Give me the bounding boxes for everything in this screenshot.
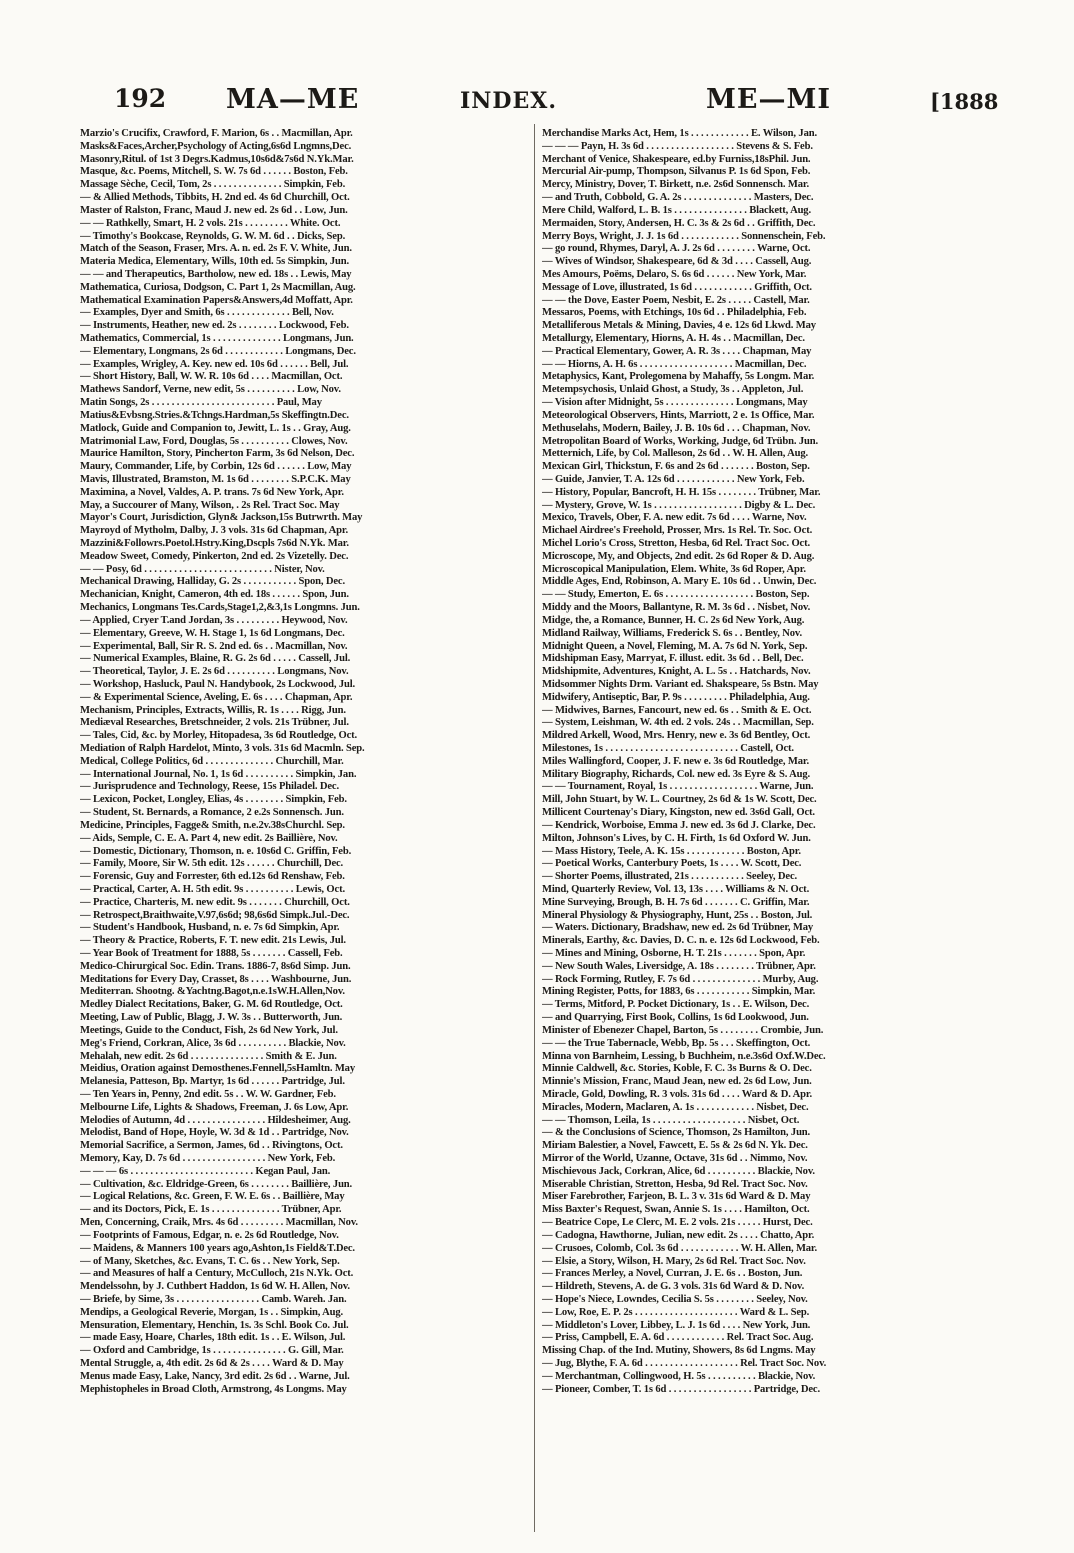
index-entry: Masks&Faces,Archer,Psychology of Acting,6s6d Lngmns,Dec. [80,140,352,152]
index-entry: — Guide, Janvier, T. A. 12s 6d . . . . . . . . . . . . New York, Feb. [542,473,805,485]
index-entry: Metternich, Life, by Col. Malleson, 2s 6d . . W. H. Allen, Aug. [542,448,808,460]
index-entry: — Oxford and Cambridge, 1s . . . . . . . . . . . . . . . G. Gill, Mar. [80,1345,344,1357]
index-entry: — Student's Handbook, Husband, n. e. 7s 6d Simpkin, Apr. [80,922,340,934]
index-entry: Miracles, Modern, Maclaren, A. 1s . . . . . . . . . . . . Nisbet, Dec. [542,1101,809,1113]
index-entry: — Elementary, Greeve, W. H. Stage 1, 1s 6d Longmans, Dec. [80,627,345,639]
index-entry: Messaros, Poems, with Etchings, 10s 6d . . Philadelphia, Feb. [542,307,807,319]
index-entry: — Pioneer, Comber, T. 1s 6d . . . . . . . . . . . . . . . . . Partridge, Dec. [542,1383,820,1395]
index-entry: Miserable Christian, Stretton, Hesba, 9d Rel. Tract Soc. Nov. [542,1178,808,1190]
index-entry: Mine Surveying, Brough, B. H. 7s 6d . . . . . . . C. Griffin, Mar. [542,896,810,908]
index-entry: — Aids, Semple, C. E. A. Part 4, new edit. 2s Baillière, Nov. [80,832,338,844]
index-entry: Masonry,Ritul. of 1st 3 Degrs.Kadmus,10s6d&7s6d N.Yk.Mar. [80,153,354,165]
index-entry: Merry Boys, Wright, J. J. 1s 6d . . . . . . . . . . . . Sonnenschein, Feb. [542,230,826,242]
left-index-column [80,128,528,1528]
index-entry: — Poetical Works, Canterbury Poets, 1s . . . . W. Scott, Dec. [542,858,802,870]
index-entry: Mathematical Examination Papers&Answers,4d Moffatt, Apr. [80,294,353,306]
index-entry: — Wives of Windsor, Shakespeare, 6d & 3d . . . . Cassell, Aug. [542,256,812,268]
index-entry: — — Posy, 6d . . . . . . . . . . . . . . . . . . . . . . . . . . Nister, Nov. [80,563,325,575]
index-entry: — Frances Merley, a Novel, Curran, J. E. 6s . . Boston, Jun. [542,1268,803,1280]
index-entry: — Forensic, Guy and Forrester, 6th ed.12s 6d Renshaw, Feb. [80,871,345,883]
index-entry: Meadow Sweet, Comedy, Pinkerton, 2nd ed. 2s Vizetelly. Dec. [80,550,349,562]
index-entry: Mermaiden, Story, Andersen, H. C. 3s & 2s 6d . . Griffith, Dec. [542,217,816,229]
index-entry: Men, Concerning, Craik, Mrs. 4s 6d . . . . . . . . . Macmillan, Nov. [80,1217,358,1229]
index-entry: Midshipmite, Adventures, Knight, A. L. 5s . . Hatchards, Nov. [542,666,811,678]
index-entry: — Merchantman, Collingwood, H. 5s . . . . . . . . . . Blackie, Nov. [542,1370,816,1382]
index-entry: — Rock Forming, Rutley, F. 7s 6d . . . . . . . . . . . . . . Murby, Aug. [542,973,819,985]
index-entry: Millicent Courtenay's Diary, Kingston, new ed. 3s6d Gall, Oct. [542,807,815,819]
index-entry: Mensuration, Elementary, Henchin, 1s. 3s Schl. Book Co. Jul. [80,1319,349,1331]
index-entry: — Numerical Examples, Blaine, R. G. 2s 6d . . . . . Cassell, Jul. [80,653,351,665]
index-entry: Medicine, Principles, Fagge& Smith, n.e.2v.38sChurchl. Sep. [80,819,345,831]
index-entry: Melbourne Life, Lights & Shadows, Freeman, J. 6s Low, Apr. [80,1101,349,1113]
index-entry: — — the Dove, Easter Poem, Nesbit, E. 2s . . . . . Castell, Mar. [542,294,810,306]
index-entry: Maximina, a Novel, Valdes, A. P. trans. 7s 6d New York, Apr. [80,486,344,498]
index-entry: Maury, Commander, Life, by Corbin, 12s 6d . . . . . . Low, May [80,461,352,473]
page-header [108,84,999,116]
index-entry: Message of Love, illustrated, 1s 6d . . . . . . . . . . . . Griffith, Oct. [542,281,812,293]
index-entry: Mediæval Researches, Bretschneider, 2 vols. 21s Trübner, Jul. [80,717,349,729]
index-entry: Mayor's Court, Jurisdiction, Glyn& Jackson,15s Butrwrth. May [80,512,363,524]
index-entry: — & Experimental Science, Aveling, E. 6s . . . . Chapman, Apr. [80,691,353,703]
index-entry: Mineral Physiology & Physiography, Hunt, 25s . . Boston, Jul. [542,909,813,921]
index-entry: — Vision after Midnight, 5s . . . . . . . . . . . . . . Longmans, May [542,397,808,409]
index-entry: — Elsie, a Story, Wilson, H. Mary, 2s 6d Rel. Tract Soc. Nov. [542,1255,806,1267]
index-entry: Minister of Ebenezer Chapel, Barton, 5s . . . . . . . . Crombie, Jun. [542,1024,824,1036]
index-entry: Missing Chap. of the Ind. Mutiny, Showers, 8s 6d Lngms. May [542,1345,816,1357]
index-entry: — Practical Elementary, Gower, A. R. 3s . . . . Chapman, May [542,345,812,357]
index-entry: Meidius, Oration against Demosthenes.Fennell,5sHamltn. May [80,1063,355,1075]
index-heading: INDEX. [460,88,557,114]
index-entry: — Footprints of Famous, Edgar, n. e. 2s 6d Routledge, Nov. [80,1229,339,1241]
index-entry: — — Rathkelly, Smart, H. 2 vols. 21s . . . . . . . . . White. Oct. [80,217,341,229]
index-entry: — go round, Rhymes, Daryl, A. J. 2s 6d . . . . . . . . Warne, Oct. [542,243,811,255]
index-entry: — History, Popular, Bancroft, H. H. 15s . . . . . . . . Trübner, Mar. [542,486,821,498]
index-entry: — — the True Tabernacle, Webb, Bp. 5s . . . Skeffington, Oct. [542,1037,811,1049]
index-entry: — made Easy, Hoare, Charles, 18th edit. 1s . . E. Wilson, Jul. [80,1332,346,1344]
index-entry: Michel Lorio's Cross, Stretton, Hesba, 6d Rel. Tract Soc. Oct. [542,538,810,549]
index-entry: Mechanism, Principles, Extracts, Willis, R. 1s . . . . Rigg, Jun. [80,704,346,716]
index-entry: Mayroyd of Mytholm, Dalby, J. 3 vols. 31s 6d Chapman, Apr. [80,525,348,537]
index-entry: — Domestic, Dictionary, Thomson, n. e. 10s6d C. Griffin, Feb. [80,845,352,857]
index-entry: Midwifery, Antiseptic, Bar, P. 9s . . . . . . . . . Philadelphia, Aug. [542,691,810,703]
index-entry: — — Thomson, Leila, 1s . . . . . . . . . . . . . . . . . . . Nisbet, Oct. [542,1114,800,1126]
index-entry: — Family, Moore, Sir W. 5th edit. 12s . . . . . . Churchill, Dec. [80,858,344,870]
page-number: 192 [114,84,167,113]
index-entry: — — Tournament, Royal, 1s . . . . . . . . . . . . . . . . . . Warne, Jun. [542,781,814,793]
index-entry: — Examples, Dyer and Smith, 6s . . . . . . . . . . . . . Bell, Nov. [80,307,334,319]
right-index-column [542,128,988,1528]
index-entry: Miles Wallingford, Cooper, J. F. new e. 3s 6d Routledge, Mar. [542,755,809,767]
index-entry: Mathematics, Commercial, 1s . . . . . . . . . . . . . . Longmans, Jun. [80,333,354,344]
index-entry: — Practical, Carter, A. H. 5th edit. 9s . . . . . . . . . . Lewis, Oct. [80,883,345,895]
index-entry: Meg's Friend, Corkran, Alice, 3s 6d . . . . . . . . . . Blackie, Nov. [80,1037,346,1049]
index-entry: — & Allied Methods, Tibbits, H. 2nd ed. 4s 6d Churchill, Oct. [80,192,350,204]
index-entry: Minerals, Earthy, &c. Davies, D. C. n. e. 12s 6d Lockwood, Feb. [542,935,820,947]
index-entry: — Shorter Poems, illustrated, 21s . . . . . . . . . . . Seeley, Dec. [542,871,798,883]
index-entry: — Experimental, Ball, Sir R. S. 2nd ed. 6s . . Macmillan, Nov. [80,640,348,652]
index-entry: Marzio's Crucifix, Crawford, F. Marion, 6s . . Macmillan, Apr. [80,128,353,139]
index-entry: Minna von Barnheim, Lessing, b Buchheim, n.e.3s6d Oxf.W.Dec. [542,1050,826,1062]
index-entry: Metaphysics, Kant, Prolegomena by Mahaffy, 5s Longm. Mar. [542,371,815,383]
index-entry: — Applied, Cryer T.and Jordan, 3s . . . . . . . . . Heywood, Nov. [80,614,348,626]
index-entry: Master of Ralston, Franc, Maud J. new ed. 2s 6d . . Low, Jun. [80,204,348,216]
index-entry: Metallurgy, Elementary, Hiorns, A. H. 4s . . Macmillan, Dec. [542,333,805,344]
index-entry: Memorial Sacrifice, a Sermon, James, 6d . . Rivingtons, Oct. [80,1140,343,1152]
index-entry: Mathews Sandorf, Verne, new edit, 5s . . . . . . . . . . Low, Nov. [80,384,341,396]
index-entry: Massage Sèche, Cecil, Tom, 2s . . . . . . . . . . . . . . Simpkin, Feb. [80,179,346,191]
index-entry: — Theoretical, Taylor, J. E. 2s 6d . . . . . . . . . . Longmans, Nov. [80,666,349,678]
index-entry: Miser Farebrother, Farjeon, B. L. 3 v. 31s 6d Ward & D. May [542,1191,811,1203]
index-entry: Mendips, a Geological Reverie, Morgan, 1s . . Simpkin, Aug. [80,1306,344,1318]
index-entry: — Briefe, by Sime, 3s . . . . . . . . . . . . . . . . . Camb. Wareh. Jan. [80,1293,347,1305]
index-entry: — Logical Relations, &c. Green, F. W. E. 6s . . Baillière, May [80,1191,345,1203]
index-entry: Mildred Arkell, Wood, Mrs. Henry, new e. 3s 6d Bentley, Oct. [542,730,811,742]
index-entry: Mavis, Illustrated, Bramston, M. 1s 6d . . . . . . . . S.P.C.K. May [80,473,351,485]
index-entry: Mining Register, Potts, for 1883, 6s . . . . . . . . . . . Simpkin, Mar. [542,986,816,998]
index-entry: May, a Succourer of Many, Wilson, . 2s Rel. Tract Soc. May [80,499,340,511]
index-entry: — Crusoes, Colomb, Col. 3s 6d . . . . . . . . . . . . W. H. Allen, Mar. [542,1242,818,1254]
index-entry: Mental Struggle, a, 4th edit. 2s 6d & 2s . . . . Ward & D. May [80,1358,344,1369]
index-entry: Mazzini&Followrs.Poetol.Hstry.King,Dscpls 7s6d N.Yk. Mar. [80,538,349,549]
index-entry: — and Truth, Cobbold, G. A. 2s . . . . . . . . . . . . . . Masters, Dec. [542,192,814,204]
index-entry: — New South Wales, Liversidge, A. 18s . . . . . . . . Trübner, Apr. [542,960,816,972]
right-range-heading: ME—MI [706,84,831,115]
index-entry: — Tales, Cid, &c. by Morley, Hitopadesa, 3s 6d Routledge, Oct. [80,730,358,742]
index-entry: Meetings, Guide to the Conduct, Fish, 2s 6d New York, Jul. [80,1024,338,1036]
index-entry: — Student, St. Bernards, a Romance, 2 e.2s Sonnensch. Jun. [80,807,344,819]
index-entry: — Jurisprudence and Technology, Reese, 15s Philadel. Dec. [80,781,339,793]
index-entry: Midshipman Easy, Marryat, F. illust. edit. 3s 6d . . Bell, Dec. [542,653,804,665]
index-entry: Memory, Kay, D. 7s 6d . . . . . . . . . . . . . . . . . New York, Feb. [80,1153,336,1164]
index-entry: Meeting, Law of Public, Blagg, J. W. 3s . . Butterworth, Jun. [80,1012,343,1024]
index-entry: — Ten Years in, Penny, 2nd edit. 5s . . W. W. Gardner, Feb. [80,1088,336,1100]
index-entry: — of Many, Sketches, &c. Evans, T. C. 6s . . New York, Sep. [80,1255,340,1267]
left-range-heading: MA—ME [226,84,360,115]
index-entry: — — Hiorns, A. H. 6s . . . . . . . . . . . . . . . . . . . Macmillan, Dec. [542,358,807,370]
index-entry: Metempsychosis, Unlaid Ghost, a Study, 3s . . Appleton, Jul. [542,384,804,396]
index-entry: Mediterran. Shootng. &Yachtng.Bagot,n.e.1sW.H.Allen,Nov. [80,986,345,998]
index-entry: Mexico, Travels, Ober, F. A. new edit. 7s 6d . . . . Warne, Nov. [542,512,807,524]
index-entry: Meteorological Observers, Hints, Marriott, 2 e. 1s Office, Mar. [542,409,815,421]
index-entry: Mexican Girl, Thickstun, F. 6s and 2s 6d . . . . . . . Boston, Sep. [542,461,810,473]
index-entry: — Terms, Mitford, P. Pocket Dictionary, 1s . . E. Wilson, Dec. [542,999,810,1011]
index-entry: — Workshop, Hasluck, Paul N. Handybook, 2s Lockwood, Jul. [80,678,356,690]
index-entry: — International Journal, No. 1, 1s 6d . . . . . . . . . . Simpkin, Jan. [80,768,357,780]
index-entry: — Examples, Wrigley, A. Key. new ed. 10s 6d . . . . . . Bell, Jul. [80,358,349,370]
index-entry: — Year Book of Treatment for 1888, 5s . . . . . . . Cassell, Feb. [80,948,343,959]
index-entry: — Waters. Dictionary, Bradshaw, new ed. 2s 6d Trübner, May [542,922,814,934]
index-entry: Middy and the Moors, Ballantyne, R. M. 3s 6d . . Nisbet, Nov. [542,602,811,614]
index-entry: Mere Child, Walford, L. B. 1s . . . . . . . . . . . . . . . Blackett, Aug. [542,204,811,216]
index-entry: — Hildreth, Stevens, A. de G. 3 vols. 31s 6d Ward & D. Nov. [542,1281,805,1293]
index-entry: — Elementary, Longmans, 2s 6d . . . . . . . . . . . . Longmans, Dec. [80,345,356,357]
index-entry: Metalliferous Metals & Mining, Davies, 4 e. 12s 6d Lkwd. May [542,320,816,332]
index-entry: Middle Ages, End, Robinson, A. Mary E. 10s 6d . . Unwin, Dec. [542,576,817,588]
index-entry: Mechanician, Knight, Cameron, 4th ed. 18s . . . . . . Spon, Jun. [80,589,349,601]
index-entry: Mercy, Ministry, Dover, T. Birkett, n.e. 2s6d Sonnensch. Mar. [542,179,809,191]
index-entry: Mathematica, Curiosa, Dodgson, C. Part 1, 2s Macmillan, Aug. [80,281,356,293]
index-entry: — Mines and Mining, Osborne, H. T. 21s . . . . . . . Spon, Apr. [542,948,806,959]
index-entry: Melodies of Autumn, 4d . . . . . . . . . . . . . . . . Hildesheimer, Aug. [80,1114,351,1126]
index-entry: Midsommer Nights Drm. Variant ed. Shakspeare, 5s Bstn. May [542,678,819,690]
index-entry: Mendelssohn, by J. Cuthbert Haddon, 1s 6d W. H. Allen, Nov. [80,1281,350,1293]
index-entry: Milestones, 1s . . . . . . . . . . . . . . . . . . . . . . . . . . . Castell, Oct. [542,743,794,754]
index-entry: — and Quarrying, First Book, Collins, 1s 6d Lookwood, Jun. [542,1012,809,1024]
index-entry: Matin Songs, 2s . . . . . . . . . . . . . . . . . . . . . . . . . Paul, May [80,397,322,409]
index-entry: — Low, Roe, E. P. 2s . . . . . . . . . . . . . . . . . . . . . Ward & L. Sep. [542,1306,810,1318]
index-entry: Methuselahs, Modern, Bailey, J. B. 10s 6d . . . Chapman, Nov. [542,422,811,434]
index-entry: Mercurial Air-pump, Thompson, Silvanus P. 1s 6d Spon, Feb. [542,166,811,178]
index-entry: — Cultivation, &c. Eldridge-Green, 6s . . . . . . . . Baillière, Jun. [80,1178,353,1190]
index-entry: Mehalah, new edit. 2s 6d . . . . . . . . . . . . . . . Smith & E. Jun. [80,1050,337,1062]
index-entry: — & the Conclusions of Science, Thomson, 2s Hamilton, Jun. [542,1127,811,1139]
index-entry: Miriam Balestier, a Novel, Fawcett, E. 5s & 2s 6d N. Yk. Dec. [542,1140,808,1152]
index-entry: Mirror of the World, Uzanne, Octave, 31s 6d . . Nimmo, Nov. [542,1153,808,1164]
index-entry: — Theory & Practice, Roberts, F. T. new edit. 21s Lewis, Jul. [80,935,346,947]
index-entry: Merchant of Venice, Shakespeare, ed.by Furniss,18sPhil. Jun. [542,153,811,165]
index-entry: Metropolitan Board of Works, Working, Judge, 6d Trübn. Jun. [542,435,818,447]
index-entry: — Mass History, Teele, A. K. 15s . . . . . . . . . . . . Boston, Apr. [542,845,801,857]
index-entry: Midge, the, a Romance, Bunner, H. C. 2s 6d New York, Aug. [542,614,805,626]
index-entry: Matius&Evbsng.Stries.&Tchngs.Hardman,5s Skeffingtn.Dec. [80,409,349,421]
index-entry: — — and Therapeutics, Bartholow, new ed. 18s . . Lewis, May [80,268,352,280]
index-entry: Michael Airdree's Freehold, Prosser, Mrs. 1s Rel. Tr. Soc. Oct. [542,525,813,537]
index-entry: Melanesia, Patteson, Bp. Martyr, 1s 6d . . . . . . Partridge, Jul. [80,1076,345,1088]
index-entry: — Retrospect,Braithwaite,V.97,6s6d; 98,6s6d Simpk.Jul.-Dec. [80,909,350,921]
index-entry: Medico-Chirurgical Soc. Edin. Trans. 1886-7, 8s6d Simp. Jun. [80,960,351,972]
index-entry: — — Study, Emerton, E. 6s . . . . . . . . . . . . . . . . . . Boston, Sep. [542,589,810,601]
index-entry: Miracle, Gold, Dowling, R. 3 vols. 31s 6d . . . . Ward & D. Apr. [542,1088,812,1100]
index-entry: — — — Payn, H. 3s 6d . . . . . . . . . . . . . . . . . . Stevens & S. Feb. [542,140,813,152]
index-entry: Mes Amours, Poëms, Delaro, S. 6s 6d . . . . . . New York, Mar. [542,268,807,280]
index-entry: Military Biography, Richards, Col. new ed. 3s Eyre & S. Aug. [542,768,811,780]
index-entry: Midland Railway, Williams, Frederick S. 6s . . Bentley, Nov. [542,627,802,639]
index-entry: Midnight Queen, a Novel, Fleming, M. A. 7s 6d N. York, Sep. [542,640,808,652]
index-entry: — Priss, Campbell, E. A. 6d . . . . . . . . . . . . Rel. Tract Soc. Aug. [542,1332,814,1344]
index-entry: — Short History, Ball, W. W. R. 10s 6d . . . . Macmillan, Oct. [80,371,343,383]
index-entry: Microscope, My, and Objects, 2nd edit. 2s 6d Roper & D. Aug. [542,550,815,562]
index-entry: — Mystery, Grove, W. 1s . . . . . . . . . . . . . . . . . . Digby & L. Dec. [542,499,816,511]
index-entry: — Hope's Niece, Lowndes, Cecilia S. 5s . . . . . . . . Seeley, Nov. [542,1293,808,1305]
index-entry: — Timothy's Bookcase, Reynolds, G. W. M. 6d . . Dicks, Sep. [80,230,346,242]
index-entry: Matlock, Guide and Companion to, Jewitt, L. 1s . . Gray, Aug. [80,422,351,434]
index-entry: — Midwives, Barnes, Fancourt, new ed. 6s . . Smith & E. Oct. [542,704,812,716]
index-entry: Milton, Johnson's Lives, by C. H. Firth, 1s 6d Oxford W. Jun. [542,832,811,844]
index-entry: — Kendrick, Worboise, Emma J. new ed. 3s 6d J. Clarke, Dec. [542,819,816,831]
index-entry: Merchandise Marks Act, Hem, 1s . . . . . . . . . . . . E. Wilson, Jan. [542,128,817,139]
column-divider [534,124,535,1532]
index-entry: Mephistopheles in Broad Cloth, Armstrong, 4s Longms. May [80,1383,347,1395]
index-entry: Mechanics, Longmans Tes.Cards,Stage1,2,&3,1s Longmns. Jun. [80,602,360,614]
index-entry: Menus made Easy, Lake, Nancy, 3rd edit. 2s 6d . . Warne, Jul. [80,1370,350,1382]
index-entry: Meditations for Every Day, Crasset, 8s . . . . Washbourne, Jun. [80,973,352,985]
index-entry: — Practice, Charteris, M. new edit. 9s . . . . . . . Churchill, Oct. [80,896,350,908]
index-entry: — Cadogna, Hawthorne, Julian, new edit. 2s . . . . Chatto, Apr. [542,1229,815,1241]
index-entry: — Jug, Blythe, F. A. 6d . . . . . . . . . . . . . . . . . . . Rel. Tract Soc. Nov. [542,1358,827,1369]
index-entry: Matrimonial Law, Ford, Douglas, 5s . . . . . . . . . . Clowes, Nov. [80,435,348,447]
index-entry: Microscopical Manipulation, Elem. White, 3s 6d Roper, Apr. [542,563,806,575]
index-entry: Mechanical Drawing, Halliday, G. 2s . . . . . . . . . . . Spon, Dec. [80,576,345,588]
index-entry: Masque, &c. Poems, Mitchell, S. W. 7s 6d . . . . . . Boston, Feb. [80,166,348,178]
index-entry: — and Measures of half a Century, McCulloch, 21s N.Yk. Oct. [80,1268,354,1280]
index-entry: Mind, Quarterly Review, Vol. 13, 13s . . . . Williams & N. Oct. [542,883,810,895]
index-entry: Medley Dialect Recitations, Baker, G. M. 6d Routledge, Oct. [80,999,343,1011]
index-entry: Mischievous Jack, Corkran, Alice, 6d . . . . . . . . . . Blackie, Nov. [542,1165,815,1177]
index-entry: — Maidens, & Manners 100 years ago,Ashton,1s Field&T.Dec. [80,1242,355,1254]
index-entry: Miss Baxter's Request, Swan, Annie S. 1s . . . . Hamilton, Oct. [542,1204,810,1216]
year-label: [1888 [930,89,999,114]
index-entry: Mediation of Ralph Hardelot, Minto, 3 vols. 31s 6d Macmln. Sep. [80,743,365,754]
index-entry: Maurice Hamilton, Story, Pincherton Farm, 3s 6d Nelson, Dec. [80,448,355,460]
index-entry: Medical, College Politics, 6d . . . . . . . . . . . . . . Churchill, Mar. [80,755,344,767]
index-entry: — System, Leishman, W. 4th ed. 2 vols. 24s . . Macmillan, Sep. [542,717,814,729]
index-entry: Match of the Season, Fraser, Mrs. A. n. ed. 2s F. V. White, Jun. [80,243,352,255]
index-entry: Melodist, Band of Hope, Hoyle, W. 3d & 1d . . Partridge, Nov. [80,1127,349,1139]
index-entry: Minnie's Mission, Franc, Maud Jean, new ed. 2s 6d Low, Jun. [542,1076,812,1088]
index-entry: — — — 6s . . . . . . . . . . . . . . . . . . . . . . . . . Kegan Paul, Jan. [80,1165,331,1177]
index-entry: — Beatrice Cope, Le Clerc, M. E. 2 vols. 21s . . . . . Hurst, Dec. [542,1217,813,1229]
index-entry: Minnie Caldwell, &c. Stories, Koble, F. C. 3s Burns & O. Dec. [542,1063,812,1075]
index-entry: — Instruments, Heather, new ed. 2s . . . . . . . . Lockwood, Feb. [80,320,349,332]
index-entry: — Middleton's Lover, Libbey, L. J. 1s 6d . . . . New York, Jun. [542,1319,811,1331]
index-entry: Mill, John Stuart, by W. L. Courtney, 2s 6d & 1s W. Scott, Dec. [542,794,817,806]
index-entry: Materia Medica, Elementary, Wills, 10th ed. 5s Simpkin, Jun. [80,256,349,268]
index-entry: — Lexicon, Pocket, Longley, Elias, 4s . . . . . . . . Simpkin, Feb. [80,794,347,806]
index-entry: — and its Doctors, Pick, E. 1s . . . . . . . . . . . . . . Trübner, Apr. [80,1204,342,1216]
